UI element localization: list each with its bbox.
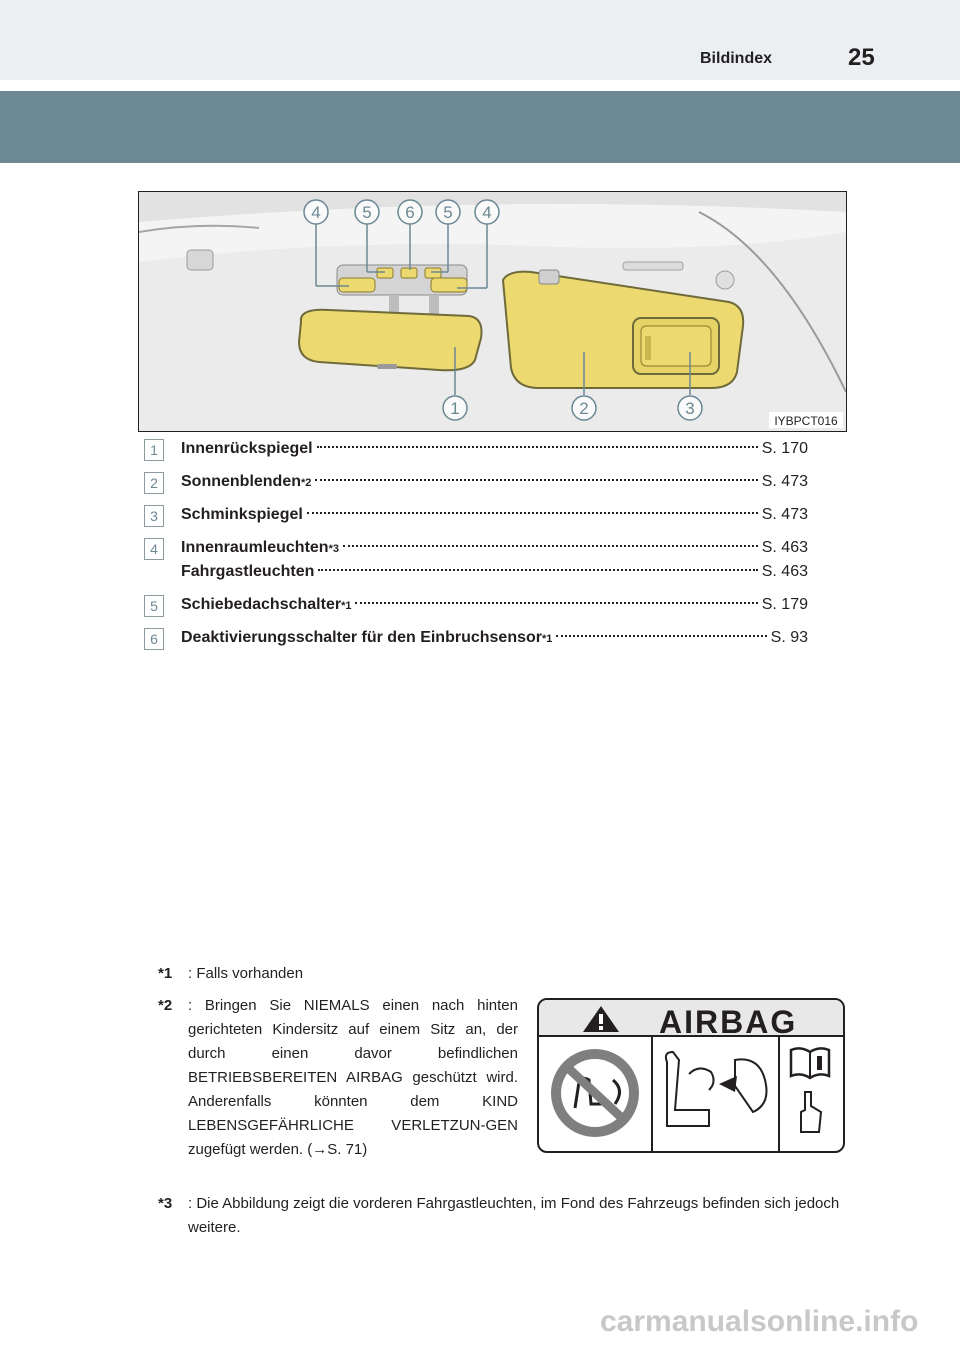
callout-top-5: 4 bbox=[482, 203, 492, 222]
airbag-label-title: AIRBAG bbox=[659, 1004, 798, 1040]
footnote-text: : Bringen Sie NIEMALS einen nach hinten gerichteten Kindersitz auf einem Sitz an, der durch einen davor befindlichen BETRIEBSBEREITEN AIRBAG geschützt wird. Anderenfalls könnten dem KIND LEBENSGEFÄHRLICHE VERLETZUN-GEN zugefügt werden. (→S. 71) bbox=[188, 997, 518, 1158]
watermark: carmanualsonline.info bbox=[600, 1305, 919, 1338]
item-label: Fahrgastleuchten bbox=[181, 563, 315, 580]
index-item-4: 4 Innenraumleuchten *3 S. 463 bbox=[144, 537, 808, 561]
header-bar bbox=[0, 0, 960, 80]
item-label: Schiebedachschalter bbox=[181, 596, 342, 613]
index-item-3 bbox=[144, 504, 808, 528]
index-item-2: 2 Sonnenblenden *2 S. 473 bbox=[144, 471, 808, 495]
item-label: Sonnenblenden bbox=[181, 473, 301, 490]
figure-code: IYBPCT016 bbox=[774, 414, 838, 428]
item-number: 6 bbox=[144, 628, 164, 650]
index-item-5: 5 Schiebedachschalter *1 S. 179 bbox=[144, 594, 808, 618]
item-label: Deaktivierungsschalter für den Einbruchsensor bbox=[181, 629, 542, 646]
footnote-text: : Falls vorhanden bbox=[188, 965, 304, 982]
callout-top-4: 5 bbox=[443, 203, 453, 222]
interior-ceiling-illustration bbox=[138, 191, 847, 432]
item-label: Schminkspiegel bbox=[181, 506, 303, 523]
index-item-4b bbox=[144, 561, 808, 585]
item-number: 2 bbox=[144, 472, 164, 494]
page-reference[interactable]: S. 463 bbox=[761, 539, 808, 556]
airbag-warning-label bbox=[537, 998, 845, 1153]
read-manual-icon bbox=[791, 1048, 829, 1132]
footnote-mark: *3 bbox=[158, 1195, 173, 1212]
footnote-text: : Die Abbildung zeigt die vorderen Fahrgastleuchten, im Fond des Fahrzeugs befinden sich jedoch weitere. bbox=[188, 1195, 840, 1236]
item-number: 1 bbox=[144, 439, 164, 461]
item-number: 3 bbox=[144, 505, 164, 527]
no-rear-facing-child-seat-icon bbox=[551, 1049, 639, 1137]
page-reference[interactable]: S. 179 bbox=[761, 596, 808, 613]
callout-bottom-2: 2 bbox=[579, 399, 589, 418]
index-item-6: 6 Deaktivierungsschalter für den Einbruchsensor *1 S. 93 bbox=[144, 627, 808, 651]
footnote-mark: *2 bbox=[158, 997, 173, 1014]
callout-top-1: 4 bbox=[311, 203, 321, 222]
footnote-mark: *1 bbox=[158, 965, 173, 982]
page-reference[interactable]: S. 170 bbox=[761, 440, 808, 457]
page-reference[interactable]: S. 93 bbox=[770, 629, 808, 646]
footnote-2 bbox=[158, 994, 518, 1162]
airbag-deploy-icon bbox=[666, 1052, 767, 1126]
index-item-1 bbox=[144, 438, 808, 462]
page-number: 25 bbox=[848, 44, 875, 71]
page-reference[interactable]: S. 473 bbox=[761, 473, 808, 490]
callout-top-2: 5 bbox=[362, 203, 372, 222]
page-reference[interactable]: S. 473 bbox=[761, 506, 808, 523]
callout-top-3: 6 bbox=[405, 203, 415, 222]
item-number: 5 bbox=[144, 595, 164, 617]
section-title: Bildindex bbox=[700, 50, 773, 67]
footnote-1 bbox=[158, 962, 508, 986]
item-label: Innenrückspiegel bbox=[181, 440, 313, 457]
item-number: 4 bbox=[144, 538, 164, 560]
item-label: Innenraumleuchten bbox=[181, 539, 329, 556]
callout-bottom-3: 3 bbox=[685, 399, 695, 418]
page-reference[interactable]: S. 463 bbox=[761, 563, 808, 580]
footnote-3 bbox=[158, 1192, 848, 1240]
callout-bottom-1: 1 bbox=[450, 399, 460, 418]
section-banner bbox=[0, 91, 960, 163]
